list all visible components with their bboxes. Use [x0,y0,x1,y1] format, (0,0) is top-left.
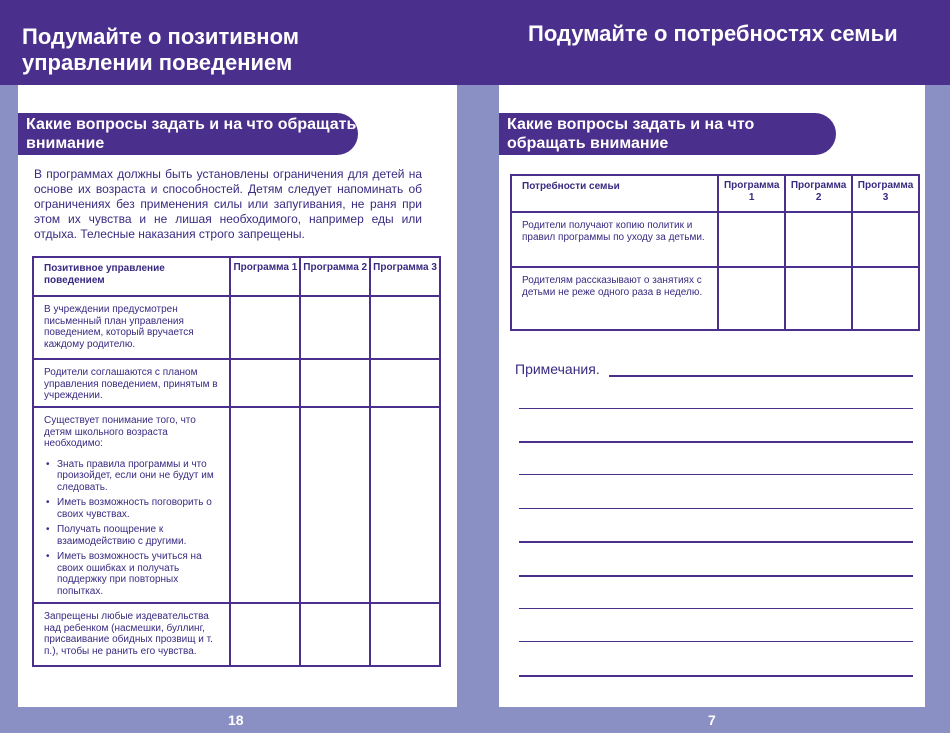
program-3-check-cell[interactable] [370,407,440,603]
right-page-number: 7 [708,712,716,728]
list-item: • Получать поощрение к взаимодействию с другими. [44,524,223,547]
column-header-program-2: Программа 2 [785,175,852,212]
row-criteria-text: Родители соглашаются с планом управления поведением, принятым в учреждении. [33,359,230,407]
program-1-check-cell[interactable] [718,212,785,267]
column-header-program-1: Программа 1 [230,257,300,296]
notes-label: Примечания. [515,361,600,377]
notes-line[interactable] [519,474,913,475]
left-page-header [0,0,475,85]
list-item: • Знать правила программы и что произойдет, если они не будут им следовать. [44,459,223,494]
program-3-check-cell[interactable] [370,603,440,666]
table-row [511,212,919,267]
row-criteria-text: Существует понимание того, что детям школьного возраста необходимо: [44,415,196,449]
program-1-check-cell[interactable] [718,267,785,330]
right-section-heading: Какие вопросы задать и на что обращать внимание [499,113,836,155]
column-header-criteria: Потребности семьи [511,175,718,212]
row-criteria-cell [33,407,230,603]
program-3-check-cell[interactable] [852,212,919,267]
table-row [33,296,440,359]
column-header-criteria: Позитивное управление поведением [33,257,230,296]
program-3-check-cell[interactable] [370,296,440,359]
row-criteria-text: Родители получают копию политик и правил программы по уходу за детьми. [511,212,718,267]
table-row [33,407,440,603]
column-header-program-3: Программа 3 [370,257,440,296]
program-1-check-cell[interactable] [230,407,300,603]
program-1-check-cell[interactable] [230,296,300,359]
notes-line[interactable] [519,541,913,543]
left-page-title: Подумайте о позитивном управлении поведением [22,24,299,75]
list-item: • Иметь возможность учиться на своих ошибках и получать поддержку при повторных попытках. [44,551,223,597]
column-header-program-3: Программа 3 [852,175,919,212]
notes-line[interactable] [519,441,913,443]
program-2-check-cell[interactable] [300,296,370,359]
notes-line[interactable] [609,375,913,377]
row-criteria-text: Родителям рассказывают о занятиях с детьми не реже одного раза в неделю. [511,267,718,330]
notes-line[interactable] [519,508,913,509]
program-2-check-cell[interactable] [300,359,370,407]
program-2-check-cell[interactable] [785,267,852,330]
notes-line[interactable] [519,608,913,609]
table-header-row [511,175,919,212]
right-page-title: Подумайте о потребностях семьи [528,21,898,46]
row-criteria-text: В учреждении предусмотрен письменный план управления поведением, который вручается каждому родителю. [33,296,230,359]
right-page [475,0,950,733]
table-row [511,267,919,330]
notes-line[interactable] [519,675,913,677]
notes-line[interactable] [519,575,913,577]
program-1-check-cell[interactable] [230,603,300,666]
notes-line[interactable] [519,408,913,409]
column-header-program-2: Программа 2 [300,257,370,296]
requirements-list [44,459,223,598]
table-row [33,359,440,407]
right-page-header [475,0,950,85]
left-intro-paragraph: В программах должны быть установлены ограничения для детей на основе их возраста и способностей. Детям следует напоминать об ограничениях без применения силы или запугивания, не раня при этом их чувства и не лишая необходимого, например еды или отдыха. Телесные наказания строго запрещены. [34,167,422,241]
notes-line[interactable] [519,641,913,642]
left-page-number: 18 [228,712,244,728]
row-criteria-text: Запрещены любые издевательства над ребенком (насмешки, буллинг, присваивание обидных прозвищ и т. п.), чтобы не ранить его чувства. [33,603,230,666]
behavior-checklist-table [32,256,441,667]
program-3-check-cell[interactable] [852,267,919,330]
list-item: • Иметь возможность поговорить о своих чувствах. [44,497,223,520]
program-1-check-cell[interactable] [230,359,300,407]
left-section-heading: Какие вопросы задать и на что обращать внимание [18,113,358,155]
program-2-check-cell[interactable] [785,212,852,267]
table-header-row [33,257,440,296]
family-needs-table [510,174,920,331]
program-3-check-cell[interactable] [370,359,440,407]
column-header-program-1: Программа 1 [718,175,785,212]
program-2-check-cell[interactable] [300,603,370,666]
program-2-check-cell[interactable] [300,407,370,603]
table-row [33,603,440,666]
